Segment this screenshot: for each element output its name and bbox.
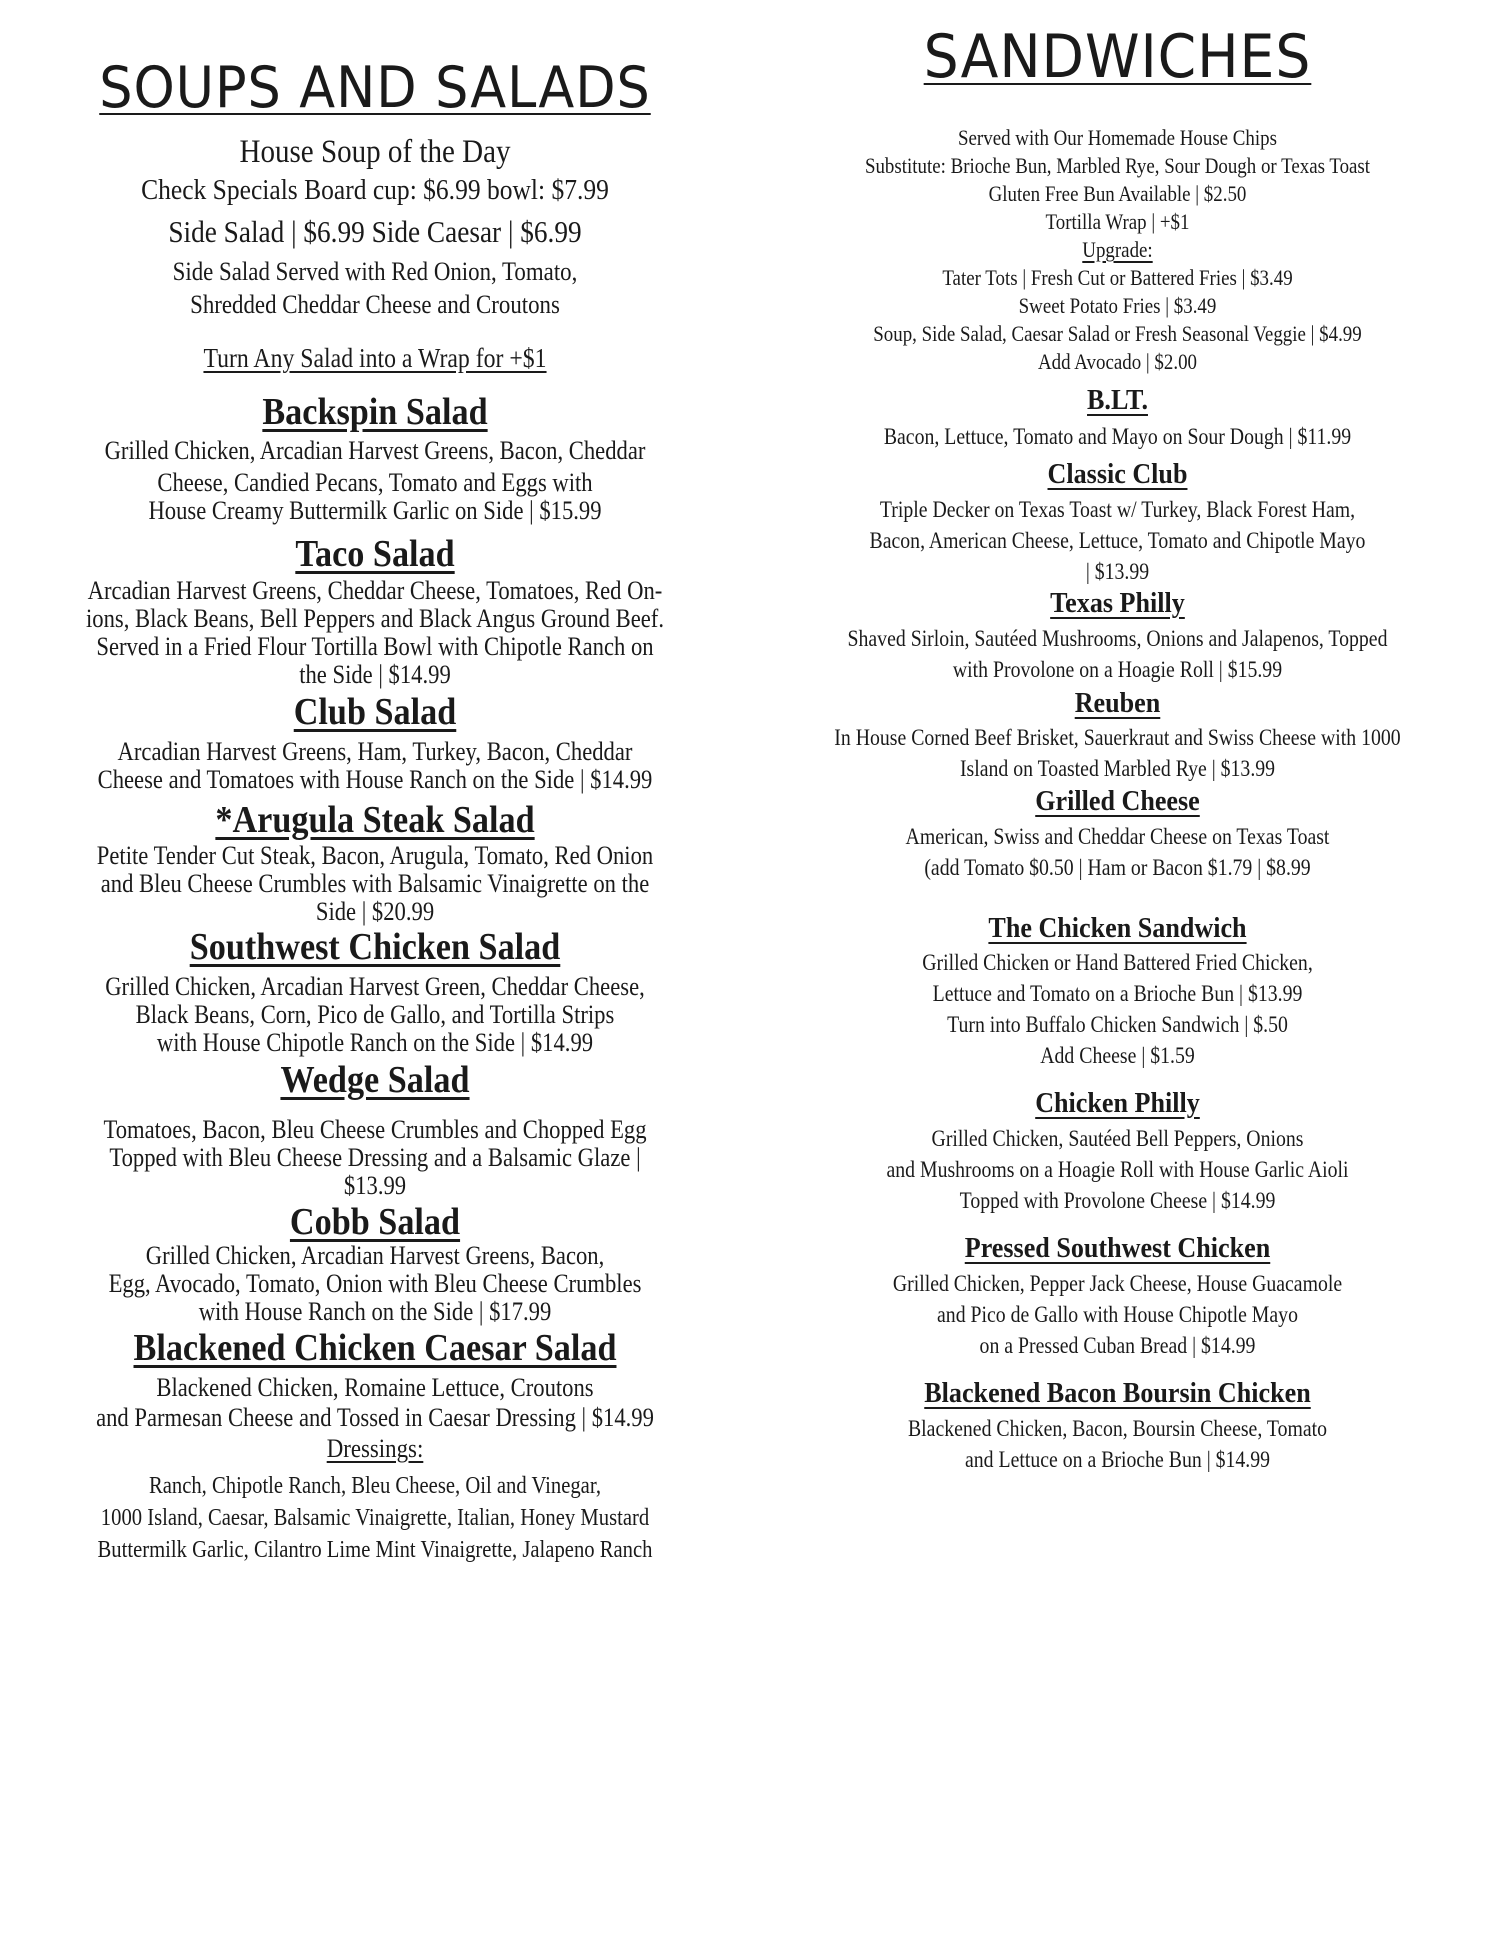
item-desc-texas-philly: Shaved Sirloin, Sautéed Mushrooms, Onions and Jalapenos, Topped with Provolone on a Hoagie Roll | $15.99 (847, 626, 1388, 682)
section-title-sandwiches: SANDWICHES (923, 22, 1312, 92)
item-title-taco-salad: Taco Salad (295, 533, 455, 575)
item-title-chicken-philly: Chicken Philly (1035, 1087, 1200, 1119)
item-desc-blt: Bacon, Lettuce, Tomato and Mayo on Sour Dough | $11.99 (883, 424, 1352, 449)
item-desc-blackened-bacon-boursin-chicken: Blackened Chicken, Bacon, Boursin Cheese, Tomato and Lettuce on a Brioche Bun | $14.99 (907, 1416, 1328, 1472)
item-desc-pressed-southwest-chicken: Grilled Chicken, Pepper Jack Cheese, House Guacamole and Pico de Gallo with House Chipotle Mayo on a Pressed Cuban Bread | $14.99 (892, 1271, 1343, 1358)
item-desc-backspin-salad: Grilled Chicken, Arcadian Harvest Greens, Bacon, Cheddar Cheese, Candied Pecans, Tomato and Eggs with House Creamy Buttermilk Garlic on Side | $15.99 (104, 436, 646, 525)
item-title-blt: B.LT. (1087, 384, 1148, 416)
item-title-chicken-sandwich: The Chicken Sandwich (988, 912, 1247, 944)
item-desc-grilled-cheese: American, Swiss and Cheddar Cheese on Texas Toast (add Tomato $0.50 | Ham or Bacon $1.79 | $8.99 (905, 824, 1330, 880)
item-desc-wedge-salad: Tomatoes, Bacon, Bleu Cheese Crumbles and Chopped Egg Topped with Bleu Cheese Dressing and a Balsamic Glaze | $13.99 (103, 1115, 647, 1200)
item-title-arugula-steak-salad: *Arugula Steak Salad (215, 799, 535, 841)
item-desc-chicken-sandwich: Grilled Chicken or Hand Battered Fried Chicken, Lettuce and Tomato on a Brioche Bun | $13.99 Turn into Buffalo Chicken Sandwich | $.50 Add Cheese | $1.59 (922, 950, 1313, 1068)
sandwich-info: Served with Our Homemade House Chips Substitute: Brioche Bun, Marbled Rye, Sour Dough or Texas Toast Gluten Free Bun Available | $2.50 Tortilla Wrap | +$1 (864, 125, 1371, 234)
upgrade-list: Tater Tots | Fresh Cut or Battered Fries | $3.49 Sweet Potato Fries | $3.49 Soup, Side Salad, Caesar Salad or Fresh Seasonal Veggie | $4.99 Add Avocado | $2.00 (873, 265, 1362, 374)
item-title-wedge-salad: Wedge Salad (280, 1059, 470, 1101)
item-title-southwest-chicken-salad: Southwest Chicken Salad (189, 926, 561, 968)
item-title-grilled-cheese: Grilled Cheese (1035, 785, 1200, 817)
side-salad-note: Side Salad Served with Red Onion, Tomato, Shredded Cheddar Cheese and Croutons (172, 257, 578, 319)
item-desc-arugula-steak-salad: Petite Tender Cut Steak, Bacon, Arugula, Tomato, Red Onion and Bleu Cheese Crumbles with Balsamic Vinaigrette on the Side | $20.99 (96, 841, 654, 926)
item-desc-southwest-chicken-salad: Grilled Chicken, Arcadian Harvest Green, Cheddar Cheese, Black Beans, Corn, Pico de Gallo, and Tortilla Strips with House Chipotle Ranch on the Side | $14.99 (105, 972, 645, 1057)
item-title-backspin-salad: Backspin Salad (262, 391, 488, 433)
item-title-cobb-salad: Cobb Salad (289, 1201, 461, 1243)
item-desc-reuben: In House Corned Beef Brisket, Sauerkraut and Swiss Cheese with 1000 Island on Toasted Marbled Rye | $13.99 (834, 725, 1401, 781)
soup-price: Check Specials Board cup: $6.99 bowl: $7.99 (141, 174, 609, 206)
section-title-soups-salads: SOUPS AND SALADS (99, 55, 651, 121)
side-salads-price: Side Salad | $6.99 Side Caesar | $6.99 (168, 214, 582, 249)
soup-title: House Soup of the Day (239, 134, 511, 170)
item-desc-club-salad: Arcadian Harvest Greens, Ham, Turkey, Bacon, Cheddar Cheese and Tomatoes with House Ranch on the Side | $14.99 (97, 737, 653, 794)
item-title-blackened-chicken-caesar-salad: Blackened Chicken Caesar Salad (133, 1327, 617, 1369)
dressings-title: Dressings: (326, 1434, 424, 1463)
item-title-club-salad: Club Salad (293, 691, 457, 733)
item-title-classic-club: Classic Club (1047, 458, 1188, 490)
item-title-reuben: Reuben (1074, 687, 1161, 719)
item-desc-blackened-chicken-caesar-salad: Blackened Chicken, Romaine Lettuce, Croutons and Parmesan Cheese and Tossed in Caesar Dressing | $14.99 (96, 1373, 654, 1432)
item-desc-cobb-salad: Grilled Chicken, Arcadian Harvest Greens, Bacon, Egg, Avocado, Tomato, Onion with Bleu Cheese Crumbles with House Ranch on the Side | $17.99 (108, 1241, 642, 1326)
upgrade-title: Upgrade: (1082, 237, 1153, 262)
item-desc-chicken-philly: Grilled Chicken, Sautéed Bell Peppers, Onions and Mushrooms on a Hoagie Roll with House Garlic Aioli Topped with Provolone Cheese | $14.99 (886, 1126, 1349, 1213)
item-desc-taco-salad: Arcadian Harvest Greens, Cheddar Cheese, Tomatoes, Red On- ions, Black Beans, Bell Peppers and Black Angus Ground Beef. Served in a Fried Flour Tortilla Bowl with Chipotle Ranch on the Side | $14.99 (86, 576, 664, 689)
item-desc-classic-club: Triple Decker on Texas Toast w/ Turkey, Black Forest Ham, Bacon, American Cheese, Lettuce, Tomato and Chipotle Mayo | $13.99 (869, 497, 1366, 584)
dressings-list: Ranch, Chipotle Ranch, Bleu Cheese, Oil and Vinegar, 1000 Island, Caesar, Balsamic Vinaigrette, Italian, Honey Mustard Buttermilk Garlic, Cilantro Lime Mint Vinaigrette, Jalapeno Ranch (97, 1473, 653, 1563)
item-title-pressed-southwest-chicken: Pressed Southwest Chicken (964, 1232, 1271, 1264)
item-title-blackened-bacon-boursin-chicken: Blackened Bacon Boursin Chicken (924, 1377, 1311, 1409)
wrap-note: Turn Any Salad into a Wrap for +$1 (203, 343, 547, 373)
item-title-texas-philly: Texas Philly (1050, 587, 1185, 619)
